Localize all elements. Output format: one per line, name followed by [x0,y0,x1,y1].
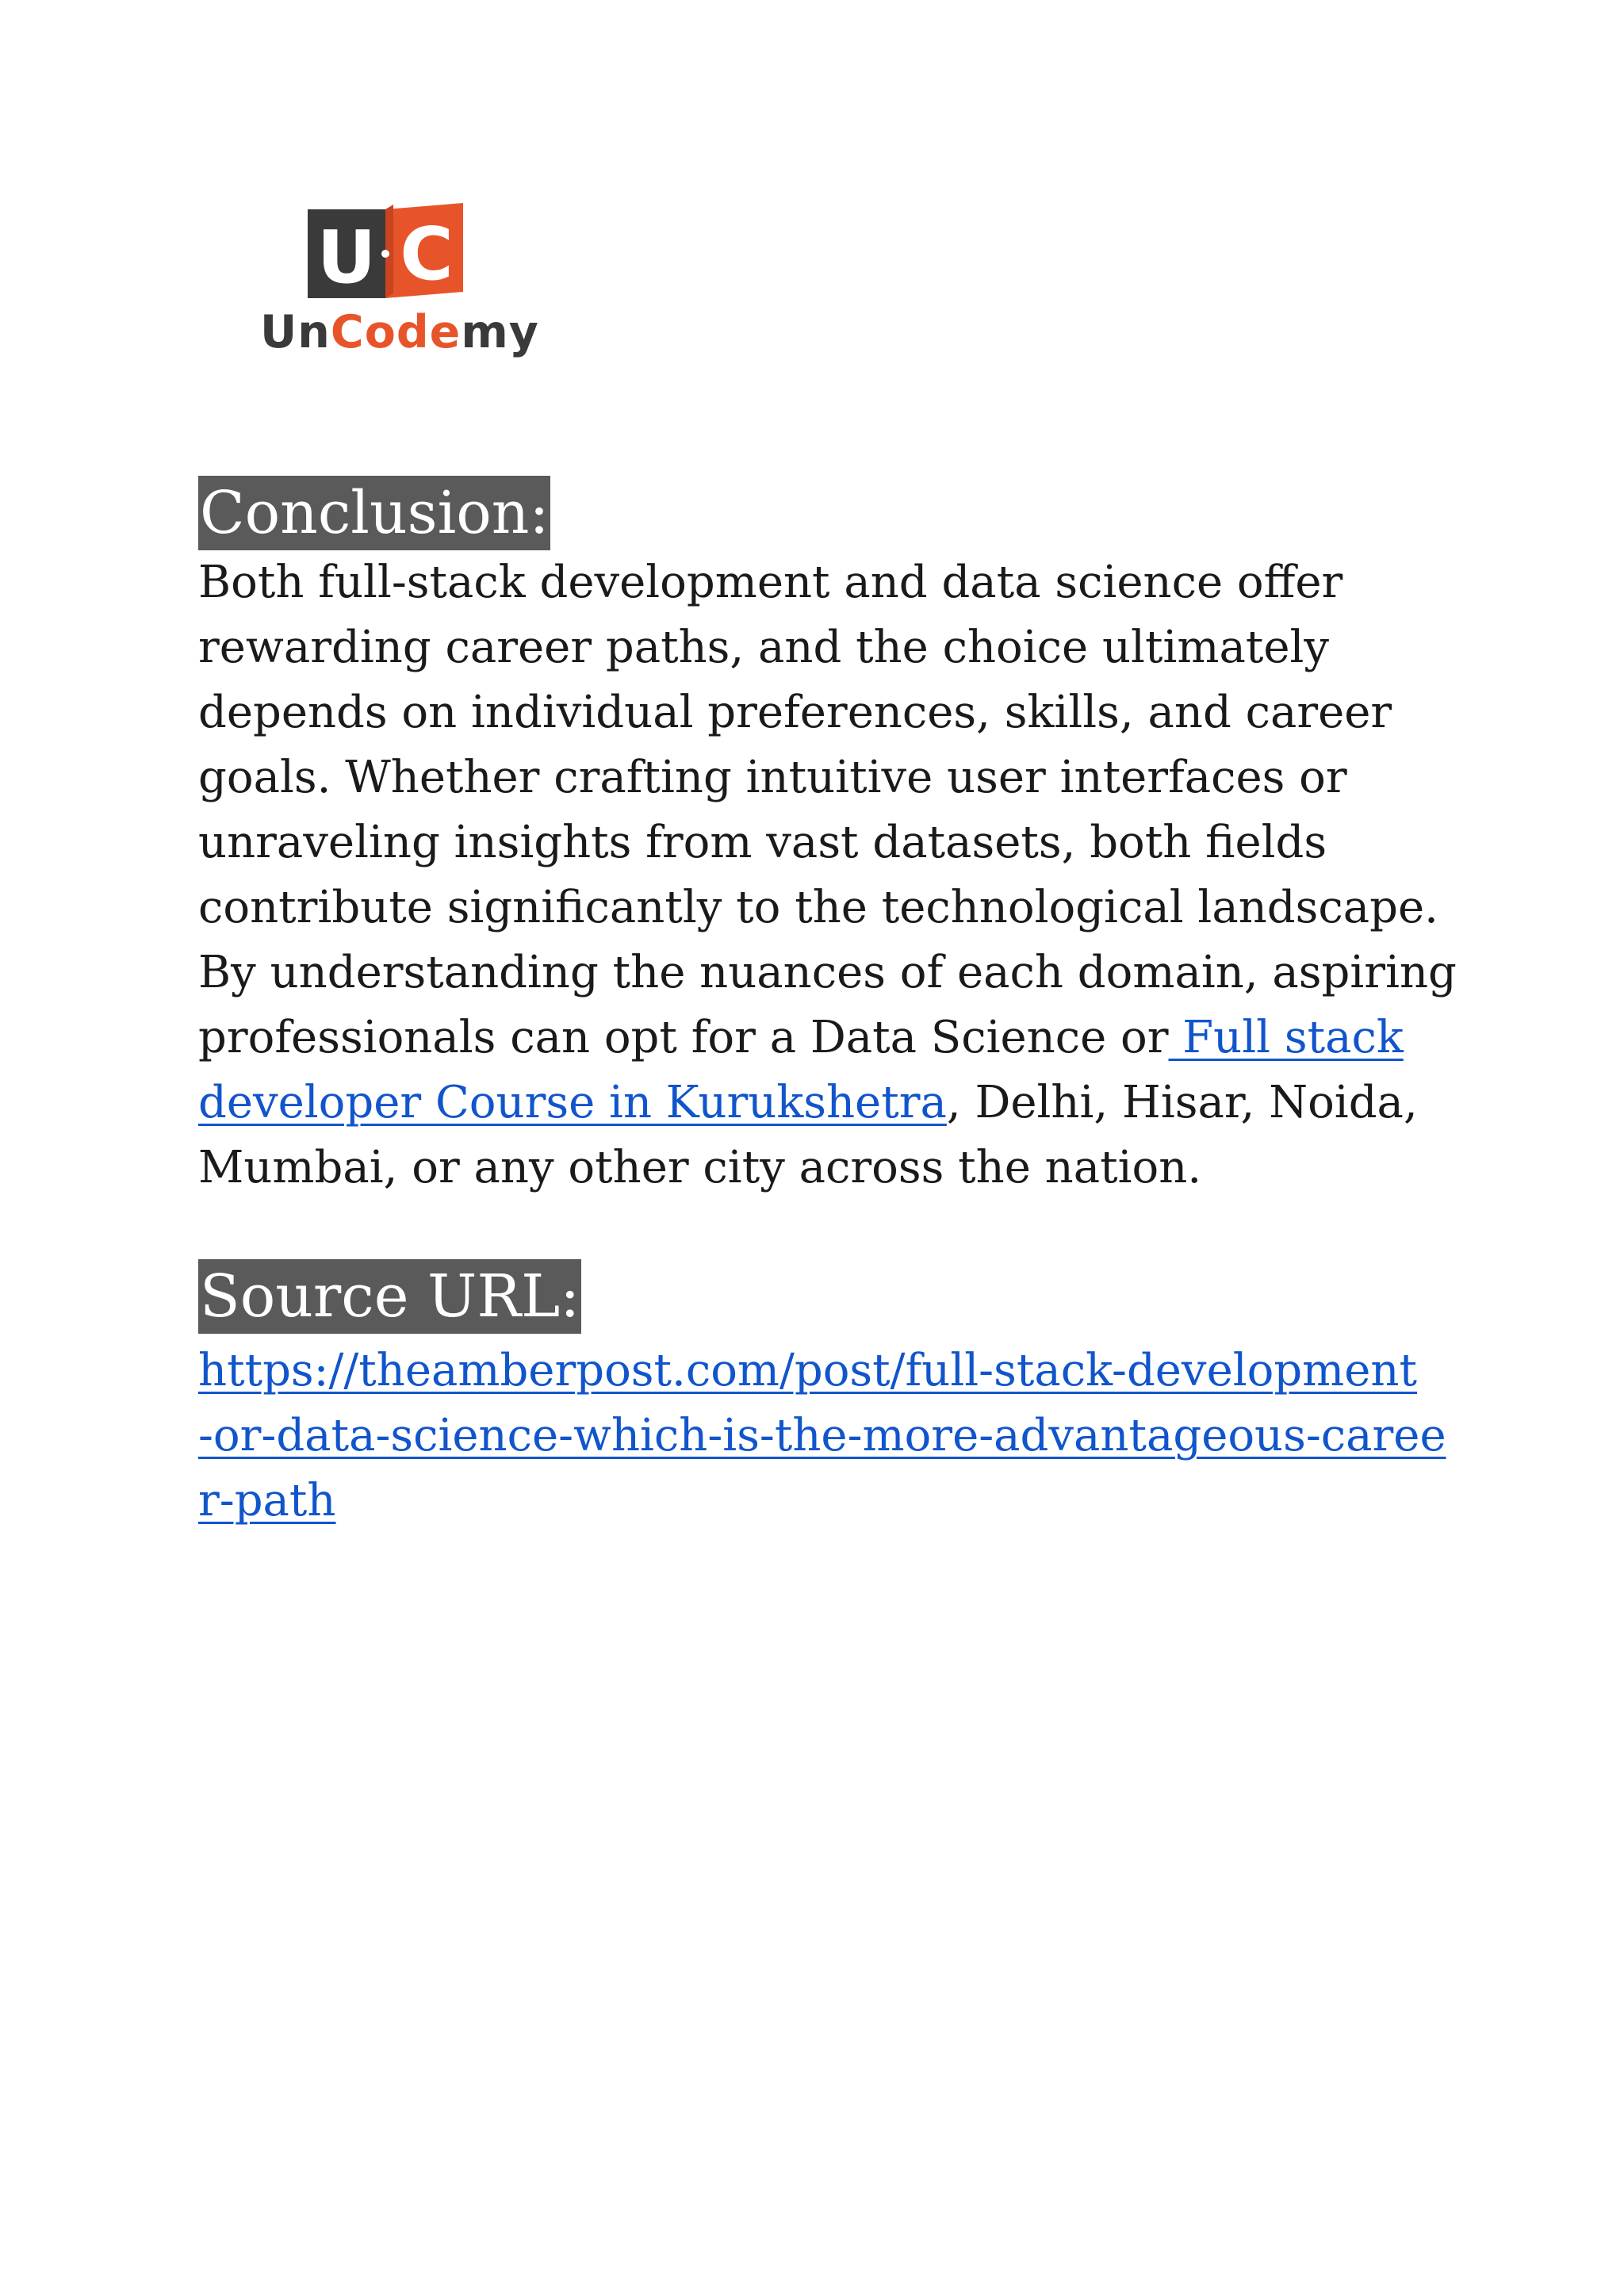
conclusion-line: By understanding the nuances of each domain, aspiring [198,947,1457,998]
source-url-link[interactable] [198,1338,1446,1534]
uncodemy-logo [260,203,539,370]
conclusion-heading: Conclusion: [198,476,550,550]
source-url-line[interactable]: https://theamberpost.com/post/full-stack-development [198,1345,1417,1396]
conclusion-paragraph [198,550,1457,1201]
conclusion-line: contribute significantly to the technological landscape. [198,882,1438,933]
document-body [198,476,1457,1534]
source-url-line[interactable]: r-path [198,1475,336,1526]
course-link-part1[interactable]: Full stack [1168,1012,1404,1063]
source-url-line[interactable]: -or-data-science-which-is-the-more-advantageous-caree [198,1410,1446,1461]
conclusion-line [198,1070,1435,1136]
source-url-heading: Source URL: [198,1259,581,1334]
conclusion-line: depends on individual preferences, skills, and career [198,687,1392,738]
logo-mark-left-letter: U [316,215,377,298]
logo-word-part2: Code [330,306,462,358]
conclusion-line: unraveling insights from vast datasets, both fields [198,817,1327,868]
conclusion-line: goals. Whether crafting intuitive user interfaces or [198,752,1347,803]
conclusion-line: rewarding career paths, and the choice ultimately [198,622,1330,673]
uc-logo-mark [308,203,463,298]
course-link-part2[interactable]: developer Course in Kurukshetra [198,1077,947,1128]
logo-wordmark [260,306,539,358]
conclusion-line: Mumbai, or any other city across the nation. [198,1142,1202,1193]
conclusion-text: professionals can opt for a Data Science or [198,1012,1169,1063]
conclusion-line [198,1005,1435,1070]
conclusion-line: Both full-stack development and data science offer [198,557,1343,608]
logo-word-part3: my [461,306,539,358]
logo-mark-right-letter: C [400,212,454,297]
conclusion-text: , Delhi, Hisar, Noida, [946,1077,1418,1128]
logo-word-part1: Un [260,306,331,358]
